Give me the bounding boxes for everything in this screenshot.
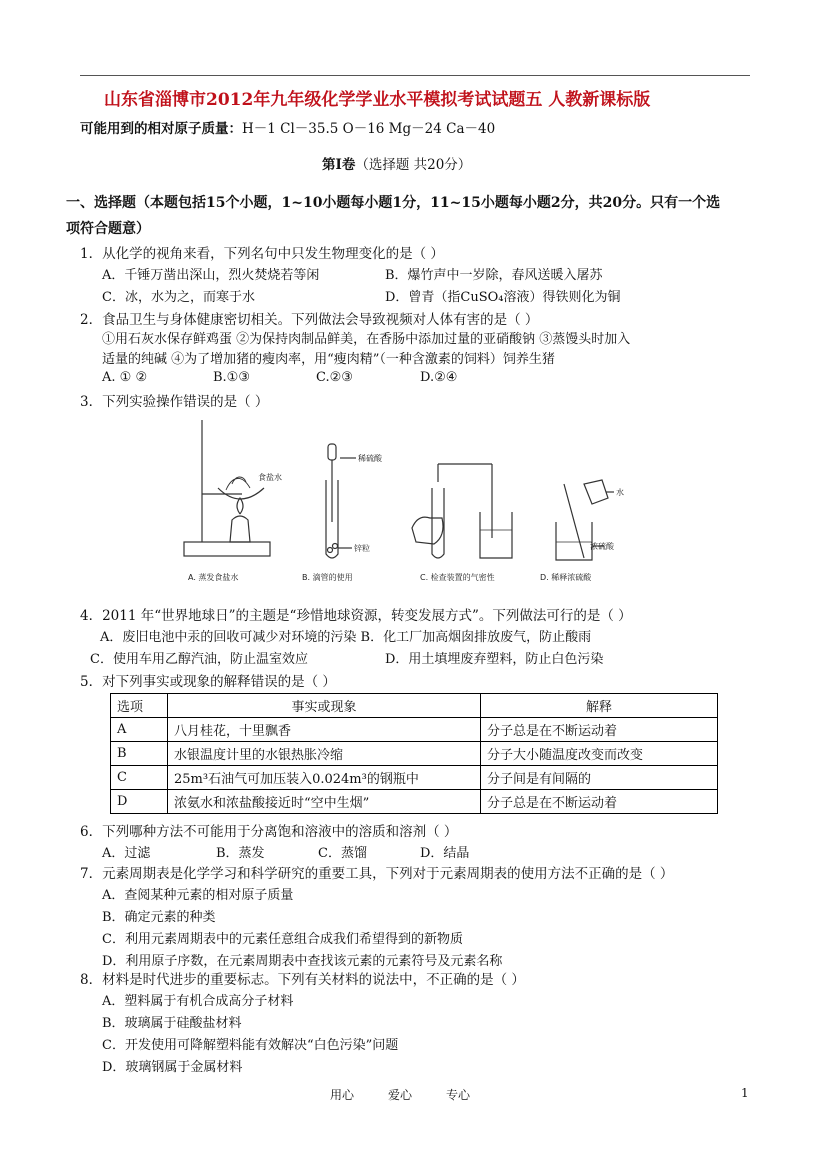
table-cell: B [111, 742, 168, 766]
table-row [111, 718, 718, 742]
fig-b-label-zinc: 锌粒 [354, 544, 370, 553]
fig-d-caption: D. 稀释浓硫酸 [540, 573, 592, 582]
table-header-row [111, 694, 718, 718]
q2-stem: 2．食品卫生与身体健康密切相关。下列做法会导致视频对人体有害的是（ ） [80, 312, 539, 328]
table-row [111, 790, 718, 814]
table-cell: 分子间是有间隔的 [481, 766, 718, 790]
q8-option-b: B．玻璃属于硅酸盐材料 [102, 1016, 242, 1031]
q5-table [110, 693, 718, 814]
table-cell: D [111, 790, 168, 814]
q1-stem: 1．从化学的视角来看，下列名句中只发生物理变化的是（ ） [80, 246, 444, 262]
header-rule [80, 75, 750, 76]
q1-option-c: C．冰，水为之，而寒于水 [102, 290, 255, 305]
q1-option-d: D．曾青（指CuSO₄溶液）得铁则化为铜 [385, 290, 621, 305]
q6-stem: 6．下列哪种方法不可能用于分离饱和溶液中的溶质和溶剂（ ） [80, 824, 458, 840]
section-heading-line1: 一、选择题（本题包括15个小题，1~10小题每小题1分，11~15小题每小题2分，共20分。只有一个选 [66, 195, 721, 211]
q5-stem: 5．对下列事实或现象的解释错误的是（ ） [80, 674, 336, 690]
q4-option-c: C．使用车用乙醇汽油，防止温室效应 [90, 652, 308, 667]
q1-option-b: B．爆竹声中一岁除，春风送暖入屠苏 [385, 268, 603, 283]
atomic-mass-label: 可能用到的相对原子质量： [80, 121, 242, 137]
q7-option-d: D．利用原子序数，在元素周期表中查找该元素的元素符号及元素名称 [102, 954, 503, 969]
fig-d-label-conc-acid: 浓硫酸 [590, 542, 614, 551]
q2-line1: ①用石灰水保存鲜鸡蛋 ②为保持肉制品鲜美，在香肠中添加过量的亚硝酸钠 ③蒸馒头时加入 [102, 332, 631, 347]
table-cell: C [111, 766, 168, 790]
footer-word-2: 爱心 [388, 1088, 413, 1102]
fig-a-caption: A. 蒸发食盐水 [188, 573, 239, 582]
q8-option-a: A．塑料属于有机合成高分子材料 [102, 994, 294, 1009]
document-title: 山东省淄博市2012年九年级化学学业水平模拟考试试题五 人教新课标版 [104, 90, 651, 110]
q2-line2: 适量的纯碱 ④为了增加猪的瘦肉率，用“瘦肉精”（一种含激素的饲料）饲养生猪 [102, 352, 555, 367]
fig-d-pouring-beaker-icon [584, 480, 608, 504]
table-header-cell: 解释 [481, 694, 718, 718]
table-header-cell: 事实或现象 [168, 694, 481, 718]
fig-a-label-salt-water: 食盐水 [258, 473, 282, 482]
q4-option-d: D．用土填埋废弃塑料，防止白色污染 [385, 652, 604, 667]
fig-c-caption: C. 检查装置的气密性 [420, 573, 495, 582]
fig-d-glass-rod-icon [564, 484, 584, 558]
q2-option-b: B.①③ [213, 370, 250, 385]
fig-c-hand-icon [412, 517, 443, 544]
fig-d-beaker-icon [556, 522, 592, 560]
table-cell: 25m³石油气可加压装入0.024m³的钢瓶中 [168, 766, 481, 790]
table-cell: 分子总是在不断运动着 [481, 790, 718, 814]
table-cell: 分子大小随温度改变而改变 [481, 742, 718, 766]
q6-option-d: D．结晶 [420, 846, 470, 861]
table-header-cell: 选项 [111, 694, 168, 718]
page-number: 1 [741, 1086, 749, 1100]
q7-option-a: A．查阅某种元素的相对原子质量 [102, 888, 294, 903]
q6-option-c: C．蒸馏 [318, 846, 367, 861]
q7-option-c: C．利用元素周期表中的元素任意组合成我们希望得到的新物质 [102, 932, 463, 947]
table-cell: 浓氨水和浓盐酸接近时“空中生烟” [168, 790, 481, 814]
fig-c-beaker-icon [480, 512, 512, 558]
fig-a-base-icon [184, 542, 270, 556]
q1-option-a: A．千锤万凿出深山，烈火焚烧若等闲 [102, 268, 320, 283]
q2-option-d: D.②④ [420, 370, 458, 385]
q7-stem: 7．元素周期表是化学学习和科学研究的重要工具，下列对于元素周期表的使用方法不正确的是（ ） [80, 866, 674, 882]
atomic-mass-values: H－1 Cl－35.5 O－16 Mg－24 Ca－40 [242, 121, 496, 137]
table-cell: A [111, 718, 168, 742]
footer-word-3: 专心 [446, 1088, 471, 1102]
fig-a-flame-icon [237, 498, 243, 514]
q3-stem: 3．下列实验操作错误的是（ ） [80, 394, 269, 410]
part-note: （选择题 共20分） [355, 157, 472, 173]
q2-option-c: C.②③ [316, 370, 353, 385]
footer-word-1: 用心 [330, 1088, 355, 1102]
table-cell: 分子总是在不断运动着 [481, 718, 718, 742]
fig-b-label-dilute-acid: 稀硫酸 [358, 454, 382, 463]
lab-operations-figure [180, 418, 624, 590]
part-label: 第Ⅰ卷 [322, 157, 356, 173]
table-cell: 八月桂花，十里飘香 [168, 718, 481, 742]
fig-d-label-water: 水 [616, 488, 624, 497]
q8-option-d: D．玻璃钢属于金属材料 [102, 1060, 243, 1075]
atomic-mass-line [80, 117, 495, 137]
q6-option-b: B．蒸发 [216, 846, 265, 861]
q7-option-b: B．确定元素的种类 [102, 910, 216, 925]
q8-option-c: C．开发使用可降解塑料能有效解决“白色污染”问题 [102, 1038, 399, 1053]
fig-c-test-tube-icon [432, 488, 444, 558]
fig-b-dropper-bulb-icon [328, 444, 336, 460]
table-row [111, 766, 718, 790]
part-heading [322, 153, 471, 173]
q8-stem: 8．材料是时代进步的重要标志。下列有关材料的说法中，不正确的是（ ） [80, 972, 525, 988]
q6-option-a: A．过滤 [102, 846, 151, 861]
fig-b-zinc-granule-icon [328, 548, 333, 553]
q2-option-a: A. ① ② [102, 370, 148, 385]
q4-options-ab: A．废旧电池中汞的回收可减少对环境的污染 B．化工厂加高烟囱排放废气，防止酸雨 [100, 630, 592, 645]
fig-a-alcohol-lamp-icon [230, 516, 250, 542]
section-heading-line2: 项符合题意） [66, 221, 150, 237]
q4-stem: 4．2011 年“世界地球日”的主题是“珍惜地球资源，转变发展方式”。下列做法可行的是（ ） [80, 608, 632, 624]
fig-b-caption: B. 滴管的使用 [302, 573, 353, 582]
table-cell: 水银温度计里的水银热胀冷缩 [168, 742, 481, 766]
table-row [111, 742, 718, 766]
